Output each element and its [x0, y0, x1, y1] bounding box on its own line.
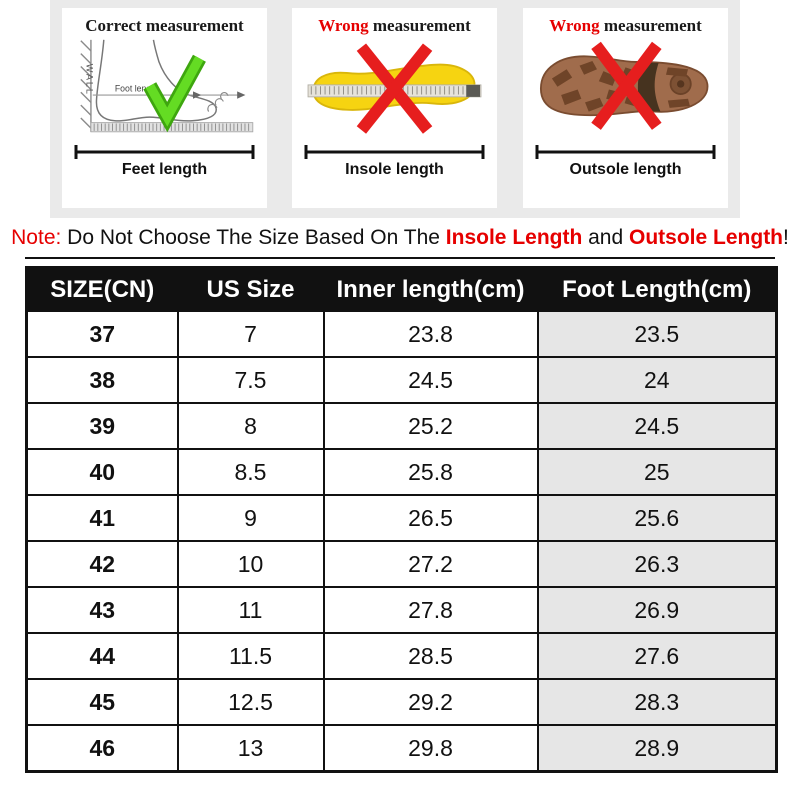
table-cell: 26.9 — [538, 587, 777, 633]
table-row — [27, 403, 777, 449]
table-cell: 39 — [27, 403, 178, 449]
table-cell: 24 — [538, 357, 777, 403]
column-header-foot-length: Foot Length(cm) — [538, 268, 777, 312]
correct-measurement-panel — [62, 8, 267, 208]
foot-measurement-diagram — [72, 38, 257, 141]
table-cell: 23.8 — [324, 311, 538, 357]
table-row — [27, 357, 777, 403]
table-cell: 26.5 — [324, 495, 538, 541]
table-cell: 27.8 — [324, 587, 538, 633]
table-row — [27, 449, 777, 495]
note-highlight-outsole: Outsole Length — [629, 226, 784, 249]
table-cell: 7.5 — [178, 357, 324, 403]
note-body: and — [582, 226, 630, 249]
table-row — [27, 633, 777, 679]
table-cell: 44 — [27, 633, 178, 679]
table-cell: 25.8 — [324, 449, 538, 495]
column-header-us-size: US Size — [178, 268, 324, 312]
wall-label: WALL — [84, 63, 95, 96]
table-cell: 42 — [27, 541, 178, 587]
table-cell: 25.2 — [324, 403, 538, 449]
table-cell: 8 — [178, 403, 324, 449]
size-table-header — [27, 268, 777, 312]
panel-caption: Insole length — [345, 160, 444, 178]
table-cell: 37 — [27, 311, 178, 357]
outsole-diagram — [533, 38, 718, 141]
table-row — [27, 311, 777, 357]
measure-bracket — [533, 144, 718, 160]
note-line — [0, 226, 800, 250]
table-cell: 23.5 — [538, 311, 777, 357]
table-cell: 11 — [178, 587, 324, 633]
table-cell: 11.5 — [178, 633, 324, 679]
table-cell: 8.5 — [178, 449, 324, 495]
header-row — [27, 268, 777, 312]
panel-caption: Outsole length — [569, 160, 682, 178]
table-row — [27, 541, 777, 587]
check-icon — [150, 58, 200, 117]
table-cell: 41 — [27, 495, 178, 541]
panel-title-rest: measurement — [141, 16, 244, 35]
table-cell: 10 — [178, 541, 324, 587]
table-cell: 28.3 — [538, 679, 777, 725]
table-cell: 29.8 — [324, 725, 538, 772]
foot-length-measure — [93, 83, 246, 98]
table-row — [27, 679, 777, 725]
note-prefix: Note: — [11, 226, 62, 249]
table-cell: 29.2 — [324, 679, 538, 725]
table-cell: 38 — [27, 357, 178, 403]
panel-caption: Feet length — [121, 160, 208, 178]
panel-title-word: Correct — [85, 16, 142, 35]
column-header-size-cn: SIZE(CN) — [27, 268, 178, 312]
table-cell: 45 — [27, 679, 178, 725]
size-table-body — [27, 311, 777, 772]
table-row — [27, 587, 777, 633]
table-cell: 25 — [538, 449, 777, 495]
panel-title-rest: measurement — [368, 16, 471, 35]
table-cell: 27.2 — [324, 541, 538, 587]
table-cell: 40 — [27, 449, 178, 495]
panel-title-word: Wrong — [549, 16, 600, 35]
table-row — [27, 725, 777, 772]
wrong-measurement-insole-panel — [292, 8, 497, 208]
table-cell: 43 — [27, 587, 178, 633]
panel-title — [318, 17, 471, 36]
table-cell: 13 — [178, 725, 324, 772]
column-header-inner-length: Inner length(cm) — [324, 268, 538, 312]
table-cell: 28.9 — [538, 725, 777, 772]
measure-bracket — [72, 144, 257, 160]
table-cell: 12.5 — [178, 679, 324, 725]
panel-title-word: Wrong — [318, 16, 369, 35]
table-row — [27, 495, 777, 541]
foot-length-label: Foot length — [114, 83, 159, 94]
table-cell: 25.6 — [538, 495, 777, 541]
panel-title-rest: measurement — [599, 16, 702, 35]
table-cell: 26.3 — [538, 541, 777, 587]
measure-bracket — [302, 144, 487, 160]
table-cell: 28.5 — [324, 633, 538, 679]
table-cell: 46 — [27, 725, 178, 772]
wrong-measurement-outsole-panel — [523, 8, 728, 208]
divider-rule — [25, 257, 775, 259]
note-suffix: ! — [783, 226, 789, 249]
panel-title — [85, 17, 243, 36]
size-table — [25, 266, 778, 773]
insole-diagram — [302, 38, 487, 141]
table-cell: 9 — [178, 495, 324, 541]
table-cell: 24.5 — [538, 403, 777, 449]
table-cell: 7 — [178, 311, 324, 357]
panel-title — [549, 17, 702, 36]
table-cell: 27.6 — [538, 633, 777, 679]
table-cell: 24.5 — [324, 357, 538, 403]
note-highlight-insole: Insole Length — [445, 226, 583, 249]
note-body: Do Not Choose The Size Based On The — [61, 226, 446, 249]
